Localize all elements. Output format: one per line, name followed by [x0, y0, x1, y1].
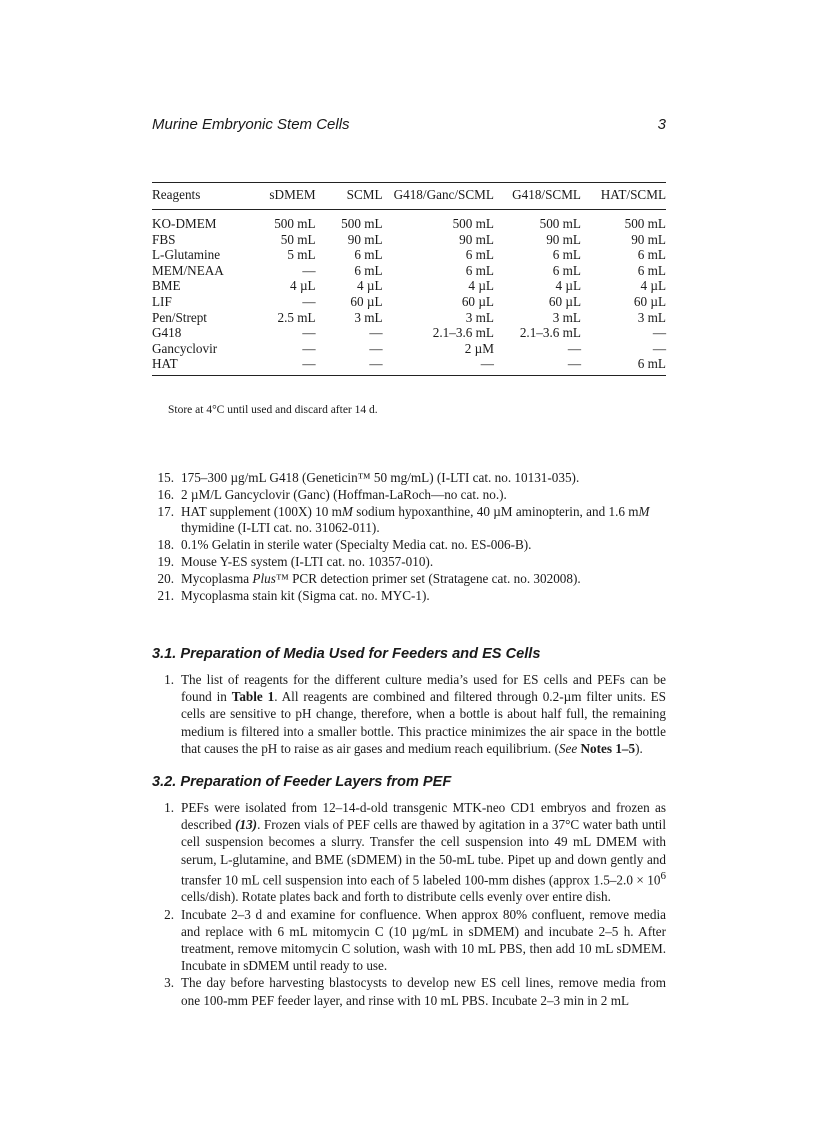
table-cell: G418	[152, 325, 182, 341]
table-cell: 500 mL	[341, 216, 383, 231]
table-cell: 4 µL	[357, 278, 383, 294]
table-cell: 90 mL	[347, 231, 383, 247]
table-cell: —	[369, 340, 383, 356]
table-row	[152, 247, 666, 263]
table-cell: —	[322, 356, 383, 375]
list-number: 19.	[157, 553, 174, 569]
table-cell: 6 mL	[465, 262, 494, 278]
table-cell: 6 mL	[552, 247, 581, 263]
list-item	[152, 588, 666, 605]
table-cell: 60 µL	[548, 293, 581, 309]
table-cell: 90 mL	[546, 231, 581, 247]
list-item	[152, 906, 666, 975]
table-cell: 3 mL	[465, 309, 494, 325]
list-text: Mycoplasma stain kit (Sigma cat. no. MYC-1).	[181, 587, 430, 603]
section-heading-feeder: 3.2. Preparation of Feeder Layers from PEF	[152, 774, 452, 790]
table-cell: 6 mL	[465, 247, 494, 263]
table-cell: 6 mL	[354, 247, 383, 263]
column-header: HAT/SCML	[581, 183, 666, 210]
table-cell: 5 mL	[287, 247, 316, 263]
list-text: 175–300 µg/mL G418 (Geneticin™ 50 mg/mL) (I-LTI cat. no. 10131-035).	[181, 470, 580, 485]
table-cell: 500 mL	[624, 216, 666, 231]
list-number: 20.	[157, 570, 174, 586]
see-italic: See	[558, 740, 578, 756]
list-number: 2.	[164, 906, 174, 922]
table-header-row	[152, 183, 666, 210]
table-cell: 60 µL	[461, 293, 494, 309]
list-item	[152, 571, 666, 588]
table-cell: —	[567, 340, 581, 356]
table-cell: BME	[152, 278, 181, 294]
list-number: 21.	[157, 587, 174, 603]
list-text: Mycoplasma	[181, 570, 253, 586]
table-row	[152, 232, 666, 248]
table-cell: 2.1–3.6 mL	[432, 325, 494, 341]
table-cell: 2.5 mL	[277, 309, 316, 325]
table-reference: Table 1	[231, 689, 275, 705]
table-cell: 90 mL	[631, 231, 666, 247]
table-cell: 60 µL	[633, 293, 666, 309]
table-cell: 3 mL	[354, 309, 383, 325]
table-cell: 500 mL	[274, 216, 316, 231]
table-cell: —	[252, 356, 321, 375]
table-cell: HAT	[152, 356, 252, 375]
list-number: 18.	[157, 537, 174, 553]
table-cell: Gancyclovir	[152, 340, 218, 356]
list-number: 16.	[157, 486, 174, 502]
list-text: 0.1% Gelatin in sterile water (Specialty Media cat. no. ES-006-B).	[181, 537, 532, 553]
section-heading-media: 3.1. Preparation of Media Used for Feeders and ES Cells	[152, 646, 541, 662]
column-header: SCML	[322, 183, 383, 210]
list-text: Mouse Y-ES system (I-LTI cat. no. 10357-010).	[181, 553, 434, 569]
table-footnote: Store at 4°C until used and discard after 14 d.	[168, 404, 378, 416]
running-head-title: Murine Embryonic Stem Cells	[152, 116, 350, 133]
table-cell: 50 mL	[280, 231, 316, 247]
table-row	[152, 210, 666, 232]
feeder-steps-list	[152, 799, 666, 1009]
list-text: 2 µM/L Gancyclovir (Ganc) (Hoffman-LaRoch—no cat. no.).	[181, 486, 507, 502]
table-cell: 4 µL	[640, 278, 666, 294]
list-item	[152, 537, 666, 554]
table-cell: 6 mL	[552, 262, 581, 278]
unit-molar: M	[341, 503, 353, 519]
table-cell: 2.1–3.6 mL	[519, 325, 581, 341]
table-cell: —	[494, 356, 581, 375]
table-cell: 6 mL	[637, 247, 666, 263]
table-cell: L-Glutamine	[152, 247, 221, 263]
superscript: 6	[660, 869, 666, 882]
list-number: 1.	[164, 800, 174, 815]
reagents-table	[152, 182, 666, 376]
table-row	[152, 325, 666, 341]
step-text: . All reagents are combined and filtered through 0.2-µm filter units. ES cells are sensitive to pH change, therefore, when a bottle is about half full, the remaining medium is filtered into a smaller bottle. This practice minimizes the air space in the bottle that causes the pH to raise as air gases and medium reach equilibrium. (	[181, 689, 666, 756]
table-cell: 60 µL	[350, 293, 383, 309]
table-row	[152, 278, 666, 294]
step-text: ).	[635, 740, 643, 756]
reagents-table-container	[152, 182, 666, 376]
column-header: G418/SCML	[494, 183, 581, 210]
list-item	[152, 974, 666, 1008]
table-cell: —	[369, 325, 383, 341]
media-steps-list	[152, 671, 666, 757]
list-item	[152, 504, 666, 538]
table-cell: 3 mL	[552, 309, 581, 325]
table-row	[152, 356, 666, 375]
list-number: 3.	[164, 975, 174, 991]
unit-molar: M	[638, 503, 650, 519]
table-row	[152, 263, 666, 279]
table-cell: 6 mL	[354, 262, 383, 278]
list-item	[152, 671, 666, 757]
table-cell: KO-DMEM	[152, 216, 217, 231]
table-cell: MEM/NEAA	[152, 262, 224, 278]
list-text: ™ PCR detection primer set (Stratagene cat. no. 302008).	[275, 570, 581, 586]
column-header: Reagents	[152, 183, 252, 210]
table-cell: 6 mL	[637, 262, 666, 278]
list-number: 17.	[157, 503, 174, 519]
table-cell: 4 µL	[290, 278, 316, 294]
step-text: Incubate 2–3 d and examine for confluence. When approx 80% confluent, remove media and replace with 6 mL mitomycin C (10 µg/mL in sDMEM) and incubate 2–5 h. After treatment, remove mitomycin C solution, wash with 10 mL PBS, then add 10 mL sDMEM. Incubate in sDMEM until ready to use.	[181, 906, 666, 974]
step-text: The list of reagents for the different culture media’s used for ES cells and PEFs can be found in	[181, 672, 666, 705]
table-cell: 4 µL	[468, 278, 494, 294]
table-cell: 3 mL	[637, 309, 666, 325]
step-text: cells/dish). Rotate plates back and forth to distribute cells evenly over entire dish.	[181, 889, 611, 905]
table-cell: 500 mL	[539, 216, 581, 231]
table-row	[152, 341, 666, 357]
step-text: PEFs were isolated from 12–14-d-old transgenic MTK-neo CD1 embryos and frozen as described	[181, 800, 666, 833]
list-item	[152, 799, 666, 906]
list-item	[152, 470, 666, 487]
table-cell: —	[652, 340, 666, 356]
product-name-italic: Plus	[252, 570, 276, 586]
citation-reference: (13)	[235, 817, 258, 833]
step-text: . Frozen vials of PEF cells are thawed by agitation in a 37°C water bath until cell suspension becomes a slurry. Transfer the cell suspension into 49 mL DMEM with serum, L-glutamine, and BME (sDMEM) in the 50-mL tube. Pipet up and down gently and transfer 10 mL cell suspension into each of 5 labeled 100-mm dishes (approx 1.5–2.0 × 10	[181, 817, 666, 888]
materials-list	[152, 470, 666, 604]
list-text: thymidine (I-LTI cat. no. 31062-011).	[181, 520, 380, 536]
table-cell: —	[302, 325, 316, 341]
table-cell: —	[302, 262, 316, 278]
list-item	[152, 487, 666, 504]
page-number: 3	[657, 116, 666, 133]
table-cell: 500 mL	[452, 216, 494, 231]
list-number: 15.	[157, 470, 174, 485]
column-header: G418/Ganc/SCML	[383, 183, 494, 210]
table-cell: —	[302, 340, 316, 356]
table-cell: —	[652, 325, 666, 341]
list-text: HAT supplement (100X) 10 m	[181, 503, 342, 519]
list-text: sodium hypoxanthine, 40 µM aminopterin, and 1.6 m	[352, 503, 639, 519]
table-cell: LIF	[152, 293, 172, 309]
column-header: sDMEM	[252, 183, 321, 210]
table-cell: 4 µL	[555, 278, 581, 294]
table-body	[152, 210, 666, 376]
table-row	[152, 310, 666, 326]
table-cell: —	[383, 356, 494, 375]
list-number: 1.	[164, 672, 174, 687]
table-cell: 6 mL	[581, 356, 666, 375]
table-row	[152, 294, 666, 310]
table-cell: —	[302, 293, 316, 309]
step-text: The day before harvesting blastocysts to develop new ES cell lines, remove media from one 100-mm PEF feeder layer, and rinse with 10 mL PBS. Incubate 2–3 min in 2 mL	[181, 975, 666, 1008]
notes-reference: Notes 1–5	[580, 740, 636, 756]
table-cell: 90 mL	[459, 231, 494, 247]
table-cell: 2 µM	[464, 340, 494, 356]
table-cell: Pen/Strept	[152, 309, 207, 325]
table-cell: FBS	[152, 231, 176, 247]
list-item	[152, 554, 666, 571]
